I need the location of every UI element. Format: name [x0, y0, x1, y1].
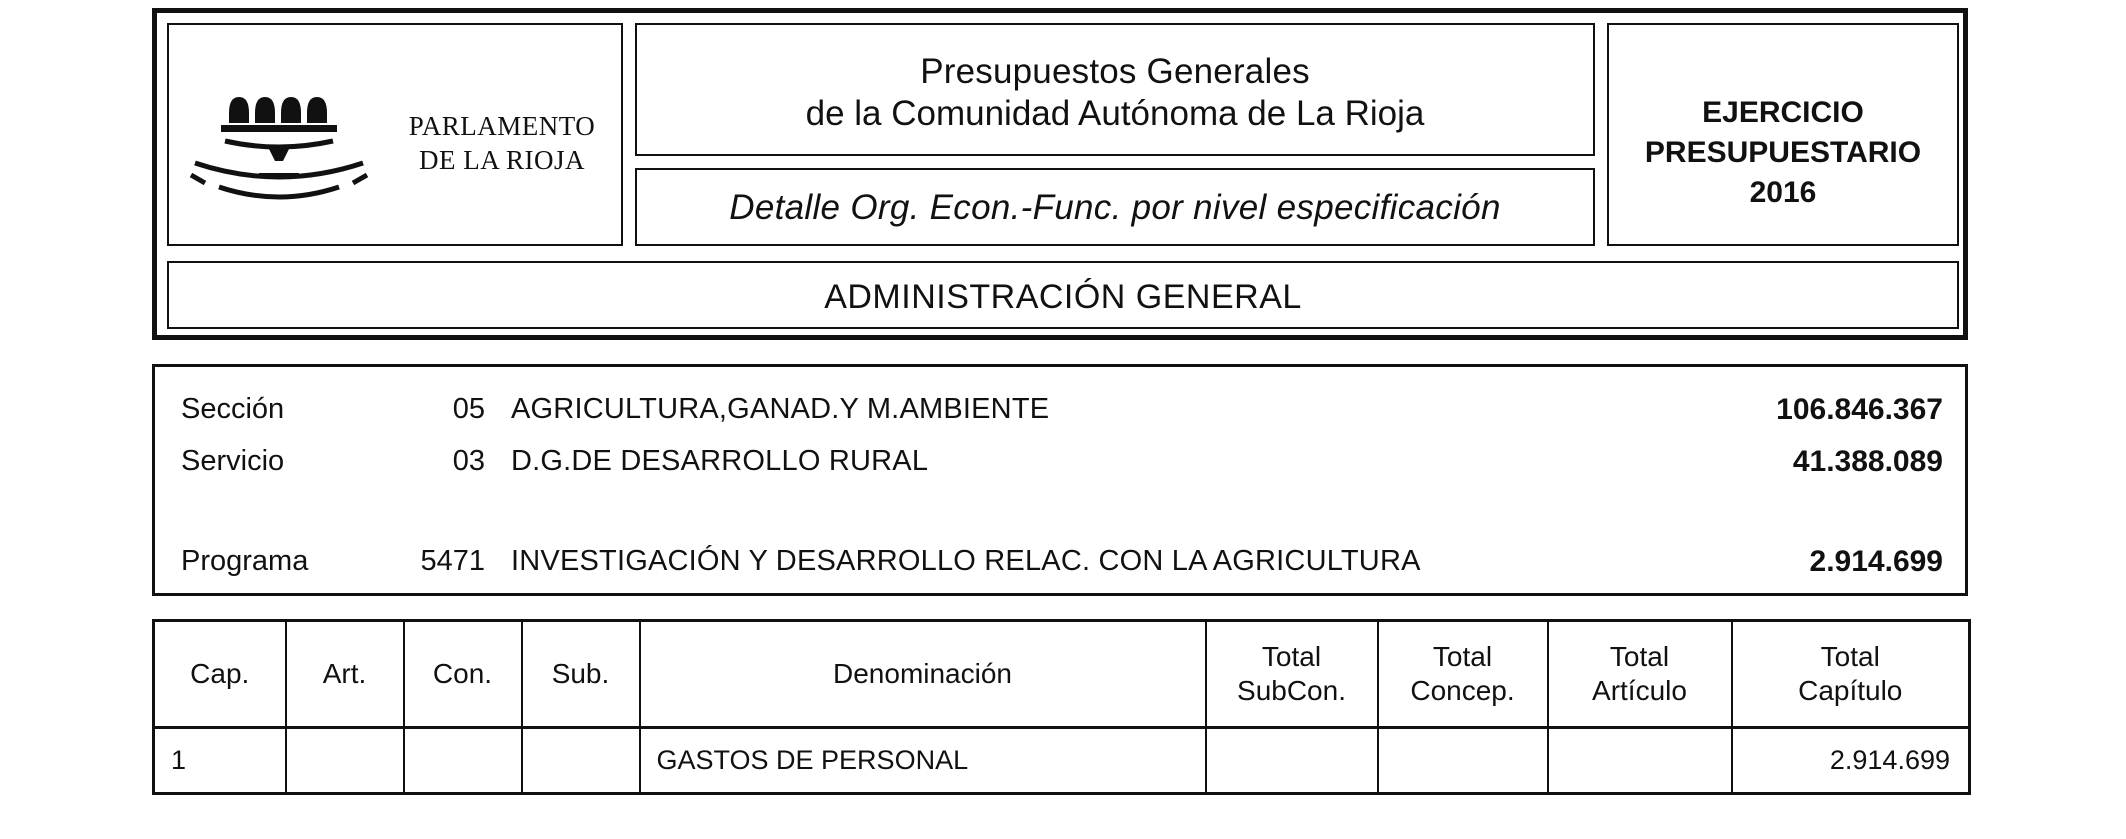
col-header-art: Art. [286, 621, 404, 728]
servicio-name: D.G.DE DESARROLLO RURAL [511, 445, 929, 477]
budget-table [152, 619, 1971, 795]
programa-amount: 2.914.699 [1809, 545, 1943, 578]
col-header-total-capitulo-l1: Total [1820, 641, 1880, 672]
cell-con [404, 728, 522, 794]
programa-code: 5471 [420, 545, 485, 577]
cell-total-subcon [1206, 728, 1378, 794]
parliament-name-line1: PARLAMENTO [408, 111, 596, 141]
servicio-row [155, 445, 1965, 485]
col-header-total-subcon-l1: Total [1261, 641, 1322, 672]
col-header-denominacion: Denominación [640, 621, 1206, 728]
cell-total-capitulo: 2.914.699 [1732, 728, 1970, 794]
col-header-total-articulo-l2: Artículo [1592, 675, 1687, 706]
document-title-line1: Presupuestos Generales [920, 52, 1310, 91]
title-panel [635, 23, 1595, 156]
exercise-label-line1: EJERCICIO [1702, 96, 1864, 129]
col-header-total-articulo [1548, 621, 1732, 728]
logo-panel [167, 23, 623, 246]
exercise-panel [1607, 23, 1959, 246]
exercise-year: 2016 [1749, 176, 1817, 209]
servicio-code: 03 [452, 445, 485, 477]
exercise-label-line2: PRESUPUESTARIO [1644, 136, 1922, 169]
col-header-cap: Cap. [154, 621, 286, 728]
col-header-total-concep [1378, 621, 1548, 728]
administration-panel [167, 261, 1959, 329]
col-header-con: Con. [404, 621, 522, 728]
seccion-row [155, 393, 1965, 433]
parliament-emblem-icon [189, 79, 369, 219]
table-row [154, 728, 1970, 794]
parliament-name [387, 109, 617, 177]
col-header-total-subcon-l2: SubCon. [1237, 675, 1346, 706]
programa-name: INVESTIGACIÓN Y DESARROLLO RELAC. CON LA AGRICULTURA [511, 545, 1421, 577]
cell-denominacion: GASTOS DE PERSONAL [640, 728, 1206, 794]
programa-label: Programa [181, 545, 309, 577]
cell-total-concep [1378, 728, 1548, 794]
document-title [637, 51, 1593, 135]
table-header-row [154, 621, 1970, 728]
col-header-total-capitulo [1732, 621, 1970, 728]
col-header-total-capitulo-l2: Capítulo [1798, 675, 1903, 706]
col-header-total-concep-l2: Concep. [1410, 675, 1515, 706]
cell-art [286, 728, 404, 794]
administration-title: ADMINISTRACIÓN GENERAL [824, 278, 1302, 316]
subtitle-panel [635, 168, 1595, 246]
document-subtitle: Detalle Org. Econ.-Func. por nivel especificación [729, 188, 1501, 227]
budget-exercise [1609, 93, 1957, 213]
cell-cap: 1 [154, 728, 286, 794]
seccion-code: 05 [452, 393, 485, 425]
programa-row [155, 545, 1965, 585]
seccion-label: Sección [181, 393, 285, 425]
seccion-name: AGRICULTURA,GANAD.Y M.AMBIENTE [511, 393, 1050, 425]
col-header-total-articulo-l1: Total [1609, 641, 1670, 672]
servicio-amount: 41.388.089 [1792, 445, 1943, 478]
seccion-amount: 106.846.367 [1776, 393, 1943, 426]
col-header-total-subcon [1206, 621, 1378, 728]
document-header [152, 8, 1968, 340]
servicio-label: Servicio [181, 445, 285, 477]
parliament-name-line2: DE LA RIOJA [419, 145, 585, 175]
cell-sub [522, 728, 640, 794]
col-header-total-concep-l1: Total [1432, 641, 1493, 672]
program-info [152, 364, 1968, 596]
col-header-sub: Sub. [522, 621, 640, 728]
document-title-line2: de la Comunidad Autónoma de La Rioja [805, 94, 1425, 133]
cell-total-articulo [1548, 728, 1732, 794]
